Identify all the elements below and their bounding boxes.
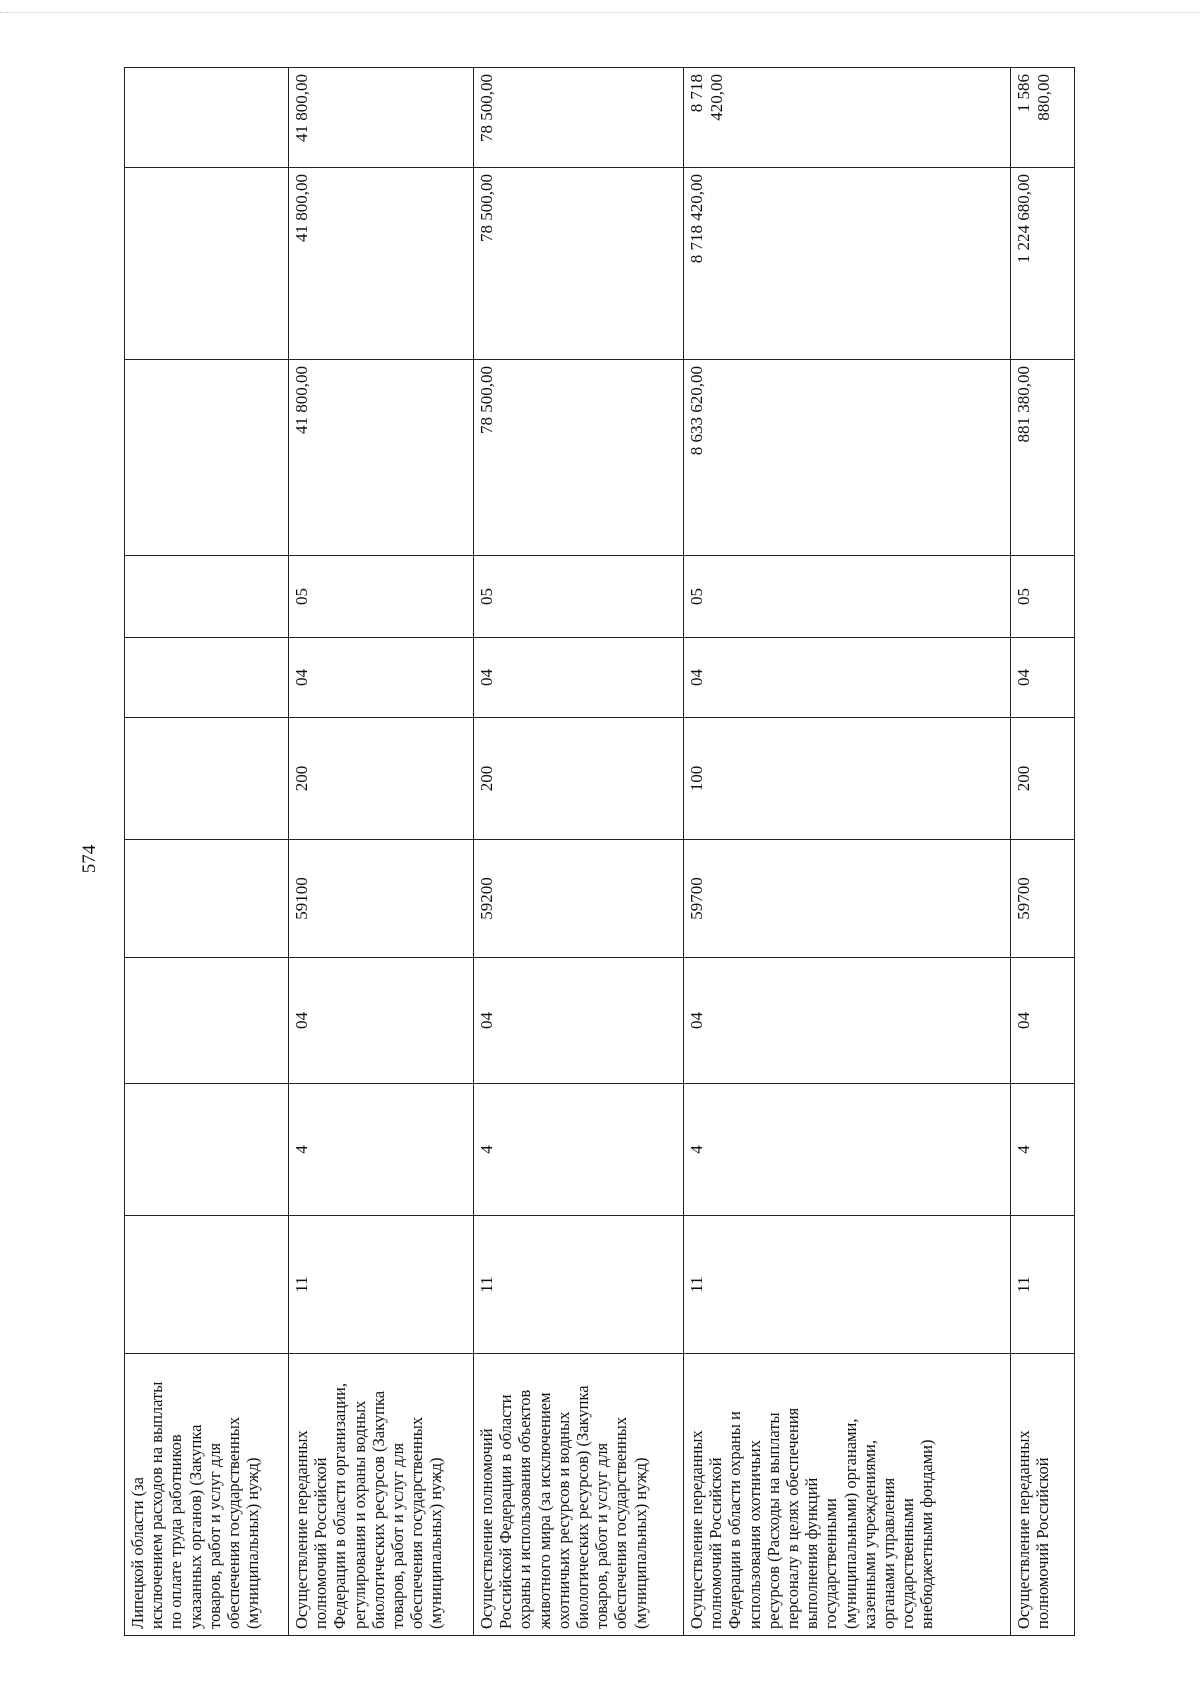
code-cell: 04	[289, 958, 474, 1084]
budget-table	[124, 67, 1075, 1636]
amount-cell: 8 718 420,00	[684, 168, 1011, 360]
code-cell: 11	[1011, 1216, 1075, 1354]
code-cell: 200	[474, 718, 684, 840]
code-cell	[125, 1084, 289, 1216]
amount-cell: 881 380,00	[1011, 360, 1075, 556]
amount-cell: 78 500,00	[474, 68, 684, 168]
amount-cell: 78 500,00	[474, 168, 684, 360]
table-row	[474, 68, 684, 1636]
code-cell: 59700	[1011, 840, 1075, 958]
code-cell: 05	[684, 556, 1011, 638]
code-cell: 4	[684, 1084, 1011, 1216]
table-row	[289, 68, 474, 1636]
table-row	[125, 68, 289, 1636]
code-cell	[125, 1216, 289, 1354]
code-cell	[125, 718, 289, 840]
code-cell	[125, 556, 289, 638]
row-description: Осуществление полномочий Российской Федерации в области охраны и использования объектов животного мира (за исключением охотничьих ресурсов и водных биологических ресурсов) (Закупка товаров, работ и услуг для обеспечения государственных (муниципальных) нужд)	[474, 1354, 684, 1636]
rotated-page-frame	[124, 68, 1074, 1636]
amount-cell: 41 800,00	[289, 360, 474, 556]
scan-top-edge	[0, 12, 1200, 13]
amount-cell: 41 800,00	[289, 168, 474, 360]
code-cell	[125, 958, 289, 1084]
code-cell: 11	[684, 1216, 1011, 1354]
code-cell: 04	[684, 638, 1011, 718]
code-cell: 05	[1011, 556, 1075, 638]
code-cell: 59700	[684, 840, 1011, 958]
code-cell: 05	[289, 556, 474, 638]
code-cell: 05	[474, 556, 684, 638]
amount-cell: 8 718 420,00	[684, 68, 1011, 168]
row-description: Осуществление переданных полномочий Российской	[1011, 1354, 1075, 1636]
amount-cell: 41 800,00	[289, 68, 474, 168]
code-cell: 200	[289, 718, 474, 840]
page-number: 574	[79, 844, 100, 874]
code-cell: 04	[1011, 958, 1075, 1084]
row-description: Осуществление переданных полномочий Российской Федерации в области охраны и использования охотничьих ресурсов (Расходы на выплаты персоналу в целях обеспечения выполнения функций государственными (муниципальными) органами, казенными учреждениями, органами управления государственными внебюджетными фондами)	[684, 1354, 1011, 1636]
row-description: Липецкой области (за исключением расходов на выплаты по оплате труда работников указанных органов) (Закупка товаров, работ и услуг для обеспечения государственных (муниципальных) нужд)	[125, 1354, 289, 1636]
code-cell: 200	[1011, 718, 1075, 840]
code-cell: 04	[289, 638, 474, 718]
code-cell: 11	[289, 1216, 474, 1354]
amount-cell	[125, 168, 289, 360]
code-cell: 100	[684, 718, 1011, 840]
amount-cell	[125, 68, 289, 168]
amount-cell: 1 586 880,00	[1011, 68, 1075, 168]
code-cell: 11	[474, 1216, 684, 1354]
code-cell	[125, 638, 289, 718]
code-cell: 4	[474, 1084, 684, 1216]
code-cell: 04	[474, 958, 684, 1084]
amount-cell: 1 224 680,00	[1011, 168, 1075, 360]
code-cell: 4	[289, 1084, 474, 1216]
code-cell	[125, 840, 289, 958]
amount-cell	[125, 360, 289, 556]
code-cell: 59200	[474, 840, 684, 958]
code-cell: 04	[474, 638, 684, 718]
code-cell: 4	[1011, 1084, 1075, 1216]
code-cell: 04	[1011, 638, 1075, 718]
row-description: Осуществление переданных полномочий Российской Федерации в области организации, регулирования и охраны водных биологических ресурсов (Закупка товаров, работ и услуг для обеспечения государственных (муниципальных) нужд)	[289, 1354, 474, 1636]
table-row	[1011, 68, 1075, 1636]
code-cell: 04	[684, 958, 1011, 1084]
amount-cell: 78 500,00	[474, 360, 684, 556]
table-row	[684, 68, 1011, 1636]
code-cell: 59100	[289, 840, 474, 958]
amount-cell: 8 633 620,00	[684, 360, 1011, 556]
